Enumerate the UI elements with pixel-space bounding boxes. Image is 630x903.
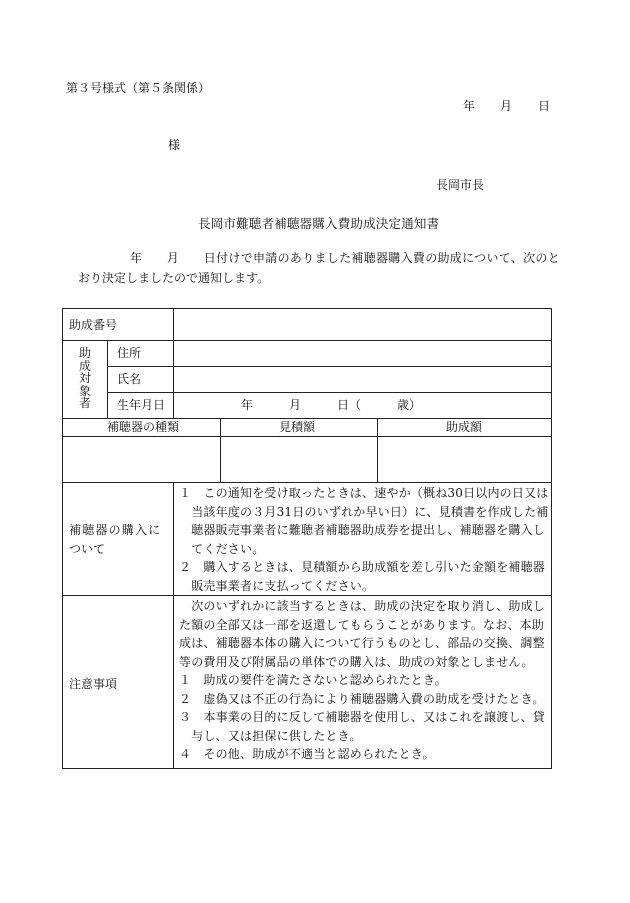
notes-line: 成は、補聴器本体の購入について行うものとし、部品の交換、調整	[179, 636, 545, 650]
notes-line: １ 助成の要件を満たさないと認められたとき。	[179, 673, 447, 687]
birthdate-value: 年 月 日（ 歳）	[241, 398, 422, 412]
name-label: 氏名	[117, 372, 142, 386]
addressee-suffix: 様	[168, 138, 181, 152]
col-header-estimate: 見積額	[279, 420, 316, 434]
purchase-line: １ この通知を受け取ったときは、速やか（概ね30日以内の日又は	[179, 486, 549, 500]
purchase-label	[69, 521, 161, 559]
date-day: 日	[538, 99, 551, 113]
purchase-label-line: ついて	[69, 542, 106, 556]
form-number: 第３号様式（第５条関係）	[66, 81, 211, 95]
purchase-line: てください。	[179, 541, 265, 556]
date-month: 月	[500, 99, 513, 113]
document-title: 長岡市難聴者補聴器購入費助成決定通知書	[198, 216, 440, 231]
intro-line-1: 年 月 日付けで申請のありました補聴器購入費の助成について、次のと	[130, 251, 561, 265]
subject-label-char: 者	[78, 396, 91, 410]
notes-line: ３ 本事業の目的に反して補聴器を使用し、又はこれを譲渡し、貸	[179, 710, 546, 724]
col-header-grant: 助成額	[446, 420, 483, 434]
birthdate-label: 生年月日	[117, 398, 166, 412]
notes-line: 等の費用及び附属品の単体での購入は、助成の対象としません。	[179, 654, 534, 669]
date-year: 年	[463, 99, 476, 113]
subject-label	[78, 347, 92, 410]
decision-table	[62, 308, 552, 769]
purchase-line: 当該年度の３月31日のいずれか早い日）に、見積書を作成した補	[179, 504, 549, 519]
purchase-label-line: 補聴器の購入に	[69, 523, 162, 537]
notes-line: ４ その他、助成が不適当と認められたとき。	[179, 747, 435, 761]
intro-line-2: おり決定しましたので通知します。	[78, 271, 270, 285]
notes-line: 与し、又は担保に供したとき。	[179, 728, 362, 743]
issuer: 長岡市長	[436, 178, 485, 192]
notes-line: た額の全部又は一部を返還してもらうことがあります。なお、本助	[179, 617, 545, 632]
address-label: 住所	[117, 346, 142, 360]
subject-label-char: 成	[78, 358, 91, 373]
subject-label-char: 象	[78, 383, 91, 398]
notes-line: 次のいずれかに該当するときは、助成の決定を取り消し、助成し	[179, 599, 546, 613]
purchase-line: 聴器販売事業者に難聴者補聴器助成券を提出し、補聴器を購入し	[179, 523, 546, 537]
intro-paragraph	[78, 248, 562, 288]
grant-number-label: 助成番号	[69, 318, 118, 332]
purchase-line: ２ 購入するときは、見積額から助成額を差し引いた金額を補聴器	[179, 560, 546, 574]
col-header-type: 補聴器の種類	[107, 420, 180, 434]
subject-label-char: 対	[78, 371, 91, 385]
notes-label: 注意事項	[69, 677, 118, 691]
notes-text	[179, 597, 545, 764]
purchase-line: 販売事業者に支払ってください。	[179, 578, 375, 593]
subject-label-char: 助	[78, 346, 91, 360]
purchase-text	[179, 484, 548, 595]
notes-line: ２ 虚偽又は不正の行為により補聴器購入費の助成を受けたとき。	[179, 691, 545, 706]
